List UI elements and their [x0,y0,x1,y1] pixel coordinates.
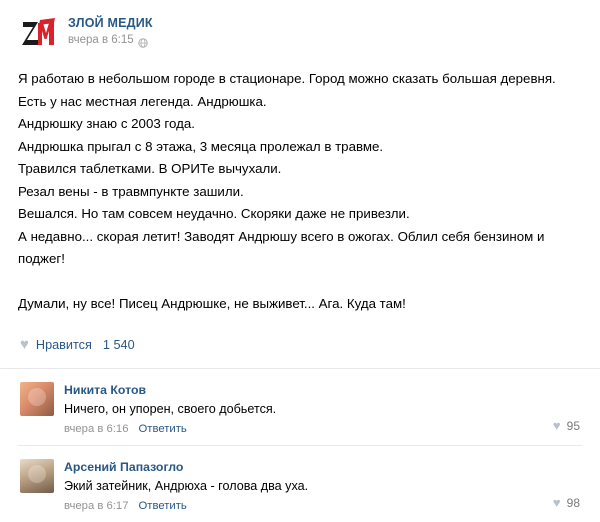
comment-like-count: 98 [566,495,580,510]
post-header-text [68,14,153,47]
post-closing-paragraph: Думали, ну все! Писец Андрюшке, не выживет... Ага. Куда там! [18,295,406,311]
comment-time[interactable]: вчера в 6:17 [64,500,129,512]
comment-item [18,369,582,446]
post-paragraph: А недавно... скорая летит! Заводят Андрюшу всего в ожогах. Облил себя бензином и поджег! [18,228,545,266]
user-avatar[interactable] [20,459,54,493]
post-paragraph: Андрюшка прыгал с 8 этажа, 3 месяца пролежал в травме. [18,138,384,154]
heart-icon[interactable]: ♥ [20,336,29,353]
comment-like-count: 95 [566,418,580,433]
comment-author-name[interactable]: Никита Котов [64,383,147,397]
heart-icon[interactable]: ♥ [552,418,561,433]
comment-footer [64,500,580,512]
avatar-face [28,465,46,483]
comment-body [64,459,580,512]
comment-author-name[interactable]: Арсений Папазогло [64,460,184,474]
comment-reply-button[interactable]: Ответить [138,500,187,512]
globe-icon [138,36,148,46]
post-likes-row[interactable] [0,319,600,369]
post-paragraph: Вешался. Но там совсем неудачно. Скоряки даже не привезли. [18,206,410,221]
post-paragraph: Андрюшку знаю с 2003 года. [18,116,195,131]
comments-list [0,369,600,522]
comment-like-control[interactable] [553,495,580,510]
likes-label[interactable]: Нравится [35,337,92,352]
comment-like-control[interactable] [553,418,580,433]
likes-count: 1 540 [102,337,135,352]
user-avatar[interactable] [20,382,54,416]
comment-body [64,382,580,435]
comment-footer [64,423,580,435]
post-author-name[interactable]: ЗЛОЙ МЕДИК [68,16,153,30]
post-header [18,14,582,54]
comment-text: Ничего, он упорен, своего добьется. [64,402,277,416]
community-logo-avatar[interactable] [18,14,58,54]
avatar-face [28,388,46,406]
comment-reply-button[interactable]: Ответить [138,423,187,435]
post-paragraph: Травился таблетками. В ОРИТе вычухали. [18,161,282,176]
comment-text: Экий затейник, Андрюха - голова два уха. [64,479,309,493]
comment-time[interactable]: вчера в 6:16 [64,423,129,435]
post-paragraph: Я работаю в небольшом городе в стационаре. Город можно сказать большая деревня. Есть у нас местная легенда. Андрюшка. [18,71,556,109]
post-date[interactable]: вчера в 6:15 [68,34,134,46]
heart-icon[interactable]: ♥ [552,495,561,510]
post-paragraph: Резал вены - в травмпункте зашили. [18,183,244,199]
comment-item [18,446,582,522]
post-text [18,68,582,319]
post-meta [68,33,153,47]
